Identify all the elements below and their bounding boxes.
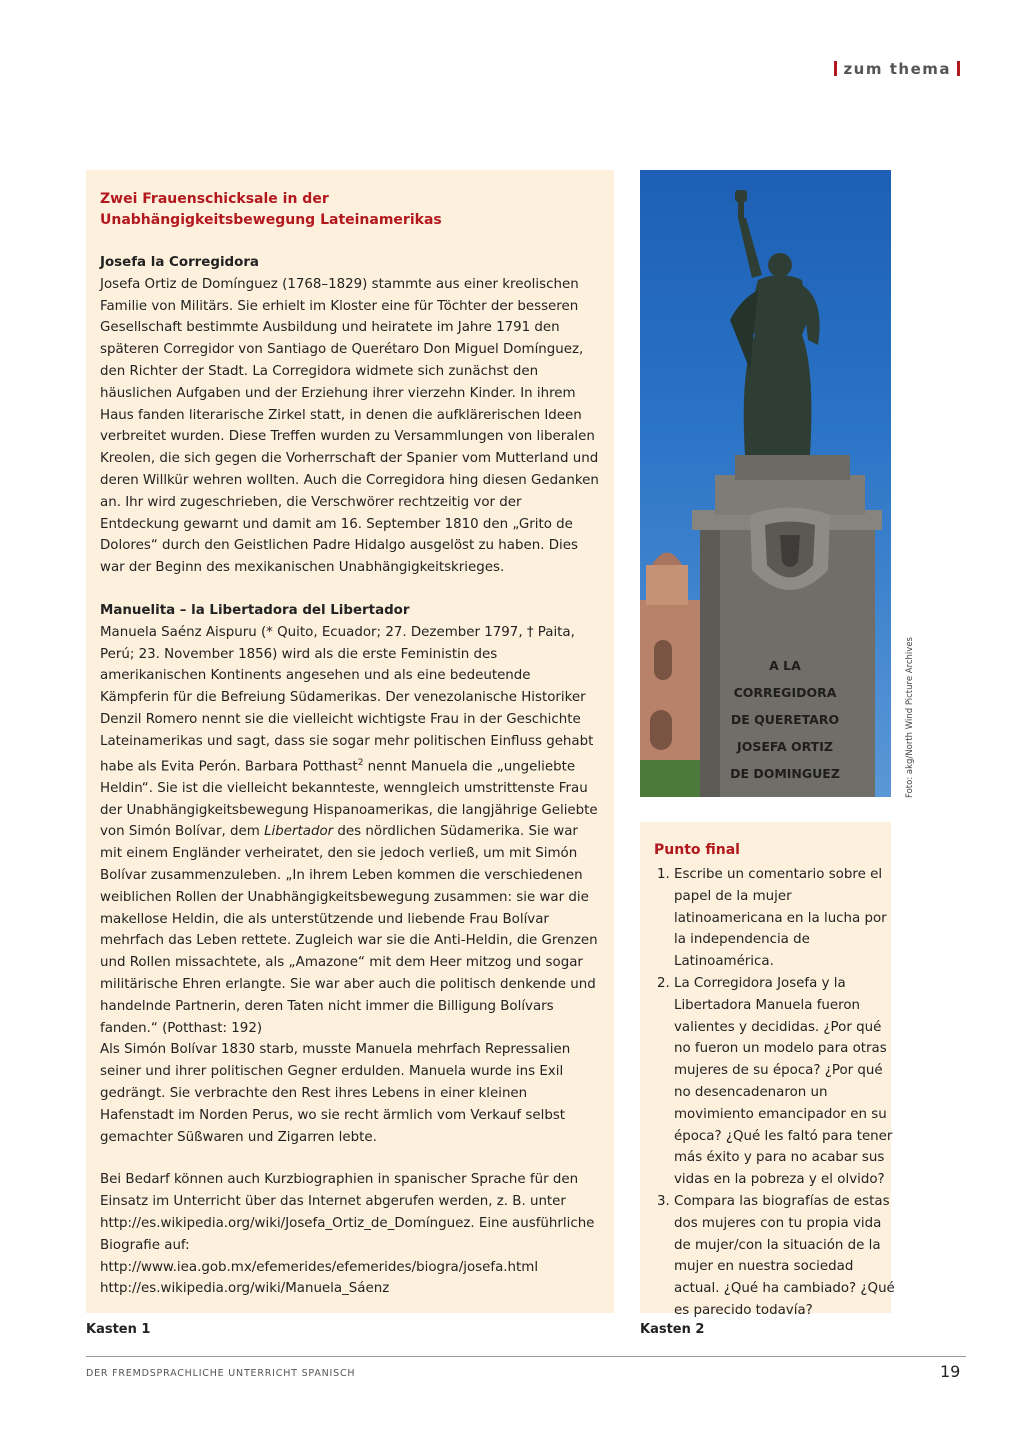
task-item: 2. La Corregidora Josefa y la Libertadora Manuela fueron valientes y decididas. ¿Por qué no fueron un modelo para otras mujeres de su época? ¿Por qué no desencadenaron un movimiento emancipador en su época? ¿Qué les faltó para tener más éxito y para no acabar sus vidas en la pobreza y el olvido?	[674, 973, 902, 1191]
bronze-statue	[730, 190, 820, 455]
section-tag	[828, 60, 966, 78]
plaque-line: DE DOMINGUEZ	[730, 766, 840, 781]
photo-credit	[905, 634, 919, 798]
footnote-mark: 2	[357, 757, 364, 768]
section-tag-label: zum thema	[843, 60, 951, 78]
kasten-1-title-line1: Zwei Frauenschicksale in der	[100, 191, 329, 207]
plaque-line: JOSEFA ORTIZ	[737, 739, 833, 754]
accent-bar	[957, 61, 960, 76]
manuelita-text-part-b: nennt Manuela die „ungeliebte Heldin“. Sie ist die vielleicht bekannteste, wenngleich umstrittenste Frau der Unabhängigkeitsbewegung Hispanoamerikas, die langjährige Geliebte von Simón Bolívar, dem	[100, 759, 598, 840]
plaque-line: CORREGIDORA	[733, 685, 837, 700]
photo-credit-text: Foto: akg/North Wind Picture Archives	[905, 637, 915, 798]
page-number: 19	[940, 1362, 961, 1381]
manuelita-text-part-c: des nördlichen Südamerika. Sie war mit einem Engländer verheiratet, den sie jedoch verließ, um mit Simón Bolívar zusammenzuleben. „In ihrem Leben kommen die verschiedenen weiblichen Rollen der Unabhängigkeitsbewegung zusammen: sie war die makellose Heldin, die als unterstützende und liebende Frau Bolívar mehrfach das Leben rettete. Zugleich war sie die Anti-Heldin, die Grenzen und Rollen missachtete, als „Amazone“ mit dem Heer mitzog und sogar militärische Ehren erlangte. Sie war aber auch die politisch denkende und handelnde Partnerin, deren Taten nicht immer die Billigung Bolívars fanden.“ (Potthast: 192)	[100, 824, 598, 1036]
plaque-line: A LA	[769, 658, 801, 673]
task-item: 1. Escribe un comentario sobre el papel de la mujer latinoamericana en la lucha por la independencia de Latinoamérica.	[674, 864, 902, 973]
kasten-1-content	[100, 189, 600, 1300]
kasten-2-caption: Kasten 2	[640, 1322, 705, 1337]
resources-text: Bei Bedarf können auch Kurzbiographien in spanischer Sprache für den Einsatz im Unterricht über das Internet abgerufen werden, z. B. unter http://es.wikipedia.org/wiki/Josefa_Ortiz_de_Domínguez. Eine ausführliche Biografie auf: http://www.iea.gob.mx/efemerides/efemerides/biogra/josefa.html	[100, 1172, 595, 1275]
josefa-text: Josefa Ortiz de Domínguez (1768–1829) stammte aus einer kreolischen Familie von Militärs. Sie erhielt im Kloster eine für Töchter der besseren Gesellschaft bestimmte Ausbildung und heiratete im Jahre 1791 den späteren Corregidor von Santiago de Querétaro Don Miguel Domínguez, den Richter der Stadt. La Corregidora widmete sich zunächst den häuslichen Aufgaben und der Erziehung ihrer vierzehn Kinder. In ihrem Haus fanden literarische Zirkel statt, in denen die aufklärerischen Ideen verbreitet wurden. Diese Treffen wurden zu Versammlungen von liberalen Kreolen, die sich gegen die Vorherrschaft der Spanier vom Mutterland und deren Willkür wehren wollten. Auch die Corregidora hing diesen Gedanken an. Ihr wird zugeschrieben, die Verschwörer rechtzeitig vor der Entdeckung gewarnt und damit am 16. September 1810 den „Grito de Dolores“ durch den Geistlichen Padre Hidalgo ausgelöst zu haben. Dies war der Beginn des mexikanischen Unabhängigkeitskrieges.	[100, 276, 599, 576]
kasten-1-caption: Kasten 1	[86, 1322, 151, 1337]
kasten-2-box	[640, 822, 895, 1318]
footer-divider	[86, 1356, 966, 1357]
kasten-1-box	[86, 170, 614, 1313]
plaque-line: DE QUERETARO	[730, 712, 840, 727]
kasten-1-title	[100, 189, 600, 231]
resources-link-manuela: http://es.wikipedia.org/wiki/Manuela_Sáenz	[100, 1281, 390, 1297]
task-item: 3. Compara las biografías de estas dos mujeres con tu propia vida de mujer/con la situación de la mujer en nuestra sociedad actual. ¿Qué ha cambiado? ¿Qué es parecido todavía?	[674, 1191, 902, 1322]
publication-name: DER FREMDSPRACHLICHE UNTERRICHT SPANISCH	[86, 1368, 356, 1379]
kasten-2-title: Punto final	[654, 842, 740, 858]
church-tower	[640, 553, 700, 798]
manuelita-heading: Manuelita – la Libertadora del Libertador	[100, 602, 410, 618]
accent-bar	[834, 61, 837, 76]
manuelita-exile-text: Als Simón Bolívar 1830 starb, musste Manuela mehrfach Repressalien seiner und ihrer politischen Gegner erdulden. Manuela wurde ins Exil gedrängt. Sie verbrachte den Rest ihres Lebens in einer kleinen Hafenstadt im Norden Perus, wo sie recht ärmlich vom Verkauf selbst gemachter Süßwaren und Zigarren lebte.	[100, 1042, 571, 1145]
tasks-list	[654, 864, 902, 1322]
josefa-heading: Josefa la Corregidora	[100, 255, 259, 270]
libertador-italic: Libertador	[264, 824, 334, 840]
manuelita-text-part-a: Manuela Saénz Aispuru (* Quito, Ecuador; 27. Dezember 1797, † Paita, Perú; 23. November 1856) wird als die erste Feministin des amerikanischen Kontinents angesehen und als eine bedeutende Kämpferin für die Befreiung Südamerikas. Der venezolanische Historiker Denzil Romero nennt sie die vielleicht wichtigste Frau in der Geschichte Lateinamerikas und sagt, dass sie sogar mehr politischen Einfluss gehabt habe als Evita Perón. Barbara Potthast	[100, 624, 594, 774]
corregidora-monument-image	[640, 170, 891, 797]
manuelita-text	[100, 622, 600, 1040]
monument-photo	[640, 170, 891, 797]
kasten-1-title-line2: Unabhängigkeitsbewegung Lateinamerikas	[100, 212, 442, 228]
